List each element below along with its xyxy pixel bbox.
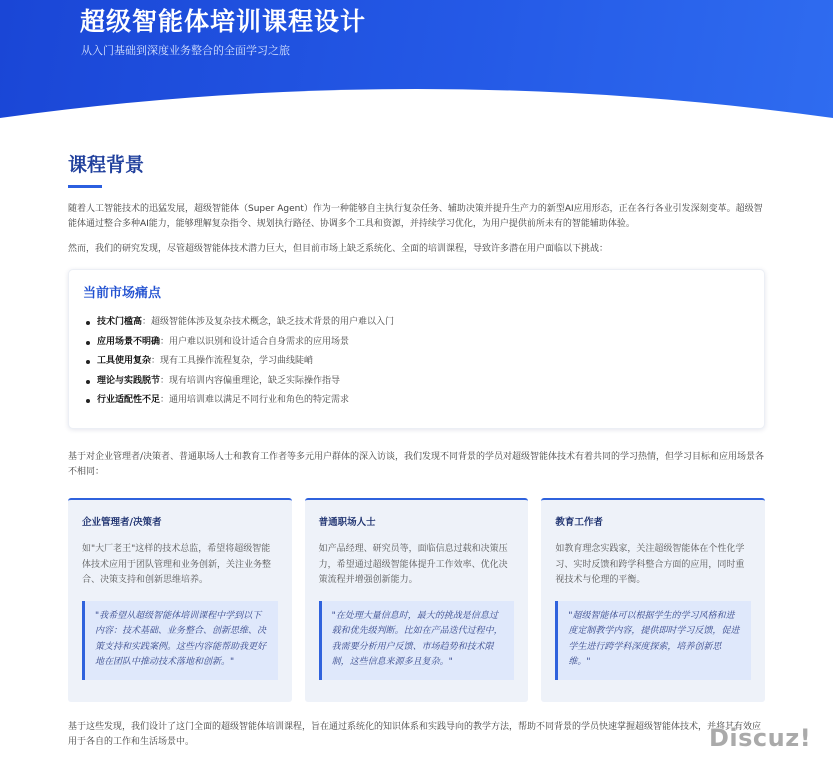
discuz-watermark: Discuz!: [709, 724, 812, 752]
bullet-icon: [86, 380, 90, 384]
main-content: [68, 150, 765, 750]
persona-title: 普通职场人士: [318, 517, 376, 528]
persona-quote: "在处理大量信息时，最大的挑战是信息过载和优先级判断。比如在产品迭代过程中，我需要分析用户反馈、市场趋势和技术限制，这些信息来源多且复杂。": [319, 601, 515, 680]
pain-point-label: 行业适配性不足: [97, 395, 161, 405]
persona-card-managers: [68, 498, 292, 702]
persona-description: 如产品经理、研究员等，面临信息过载和决策压力，希望通过超级智能体提升工作效率、优化决策流程并增强创新能力。: [318, 544, 508, 585]
persona-description: 如"大厂老王"这样的技术总监，希望将超级智能体技术应用于团队管理和业务创新，关注业务整合、决策支持和创新思维培养。: [82, 544, 272, 585]
background-paragraph-1: 随着人工智能技术的迅猛发展，超级智能体（Super Agent）作为一种能够自主执行复杂任务、辅助决策并提升生产力的新型AI应用形态，正在各行各业引发深刻变革。超级智能体通过整合多种AI能力，能够理解复杂指令、规划执行路径、协调多个工具和资源，并持续学习优化，为用户提供前所未有的智能辅助体验。: [68, 204, 763, 229]
pain-point-item: [83, 391, 750, 411]
section-heading-background: 课程背景: [68, 154, 145, 176]
page-title: 超级智能体培训课程设计: [80, 7, 367, 36]
persona-cards: [68, 498, 765, 702]
bullet-icon: [86, 399, 90, 403]
conclusion-paragraph: 基于这些发现，我们设计了这门全面的超级智能体培训课程，旨在通过系统化的知识体系和实践导向的教学方法，帮助不同背景的学员快速掌握超级智能体技术，并将其有效应用于各自的工作和生活场景中。: [68, 722, 762, 747]
pain-point-text: ：通用培训难以满足不同行业和角色的特定需求: [160, 395, 350, 405]
pain-points-title: 当前市场痛点: [83, 286, 162, 301]
persona-quote: "我希望从超级智能体培训课程中学到以下内容：技术基础、业务整合、创新思维、决策支持和实践案例。这些内容能帮助我更好地在团队中推动技术落地和创新。": [82, 601, 278, 680]
background-paragraph-2: 然而，我们的研究发现，尽管超级智能体技术潜力巨大，但目前市场上缺乏系统化、全面的培训课程，导致许多潜在用户面临以下挑战：: [68, 244, 609, 254]
persona-card-educators: [541, 498, 765, 702]
persona-quote: "超级智能体可以根据学生的学习风格和进度定制教学内容，提供即时学习反馈，促进学生进行跨学科深度探索，培养创新思维。": [555, 601, 751, 680]
persona-title: 教育工作者: [555, 517, 603, 528]
persona-title: 企业管理者/决策者: [82, 517, 162, 528]
interview-intro-paragraph: 基于对企业管理者/决策者、普通职场人士和教育工作者等多元用户群体的深入访谈，我们发现不同背景的学员对超级智能体技术有着共同的学习热情，但学习目标和应用场景各不相同：: [68, 452, 765, 477]
pain-point-text: ：现有工具操作流程复杂，学习曲线陡峭: [151, 356, 314, 366]
pain-point-item: [83, 352, 750, 372]
pain-point-item: [83, 313, 750, 333]
hero-wave-divider: [0, 88, 833, 150]
pain-point-label: 技术门槛高: [97, 317, 143, 327]
pain-point-item: [83, 372, 750, 392]
persona-card-professionals: [305, 498, 529, 702]
bullet-icon: [86, 341, 90, 345]
pain-points-list: [83, 313, 750, 411]
persona-description: 如教育理念实践家，关注超级智能体在个性化学习、实时反馈和跨学科整合方面的应用，同时重视技术与伦理的平衡。: [555, 544, 745, 585]
pain-point-label: 理论与实践脱节: [97, 375, 161, 386]
heading-underline: [68, 185, 102, 188]
pain-point-text: ：超级智能体涉及复杂技术概念，缺乏技术背景的用户难以入门: [142, 317, 395, 327]
pain-point-text: ：现有培训内容偏重理论，缺乏实际操作指导: [160, 375, 341, 386]
page-subtitle: 从入门基础到深度业务整合的全面学习之旅: [81, 44, 290, 57]
pain-point-item: [83, 333, 750, 353]
pain-point-label: 应用场景不明确: [97, 336, 161, 347]
hero-banner: [0, 0, 833, 150]
pain-points-card: [68, 269, 765, 429]
bullet-icon: [86, 321, 90, 325]
pain-point-label: 工具使用复杂: [97, 356, 152, 366]
pain-point-text: ：用户难以识别和设计适合自身需求的应用场景: [160, 336, 350, 347]
bullet-icon: [86, 360, 90, 364]
